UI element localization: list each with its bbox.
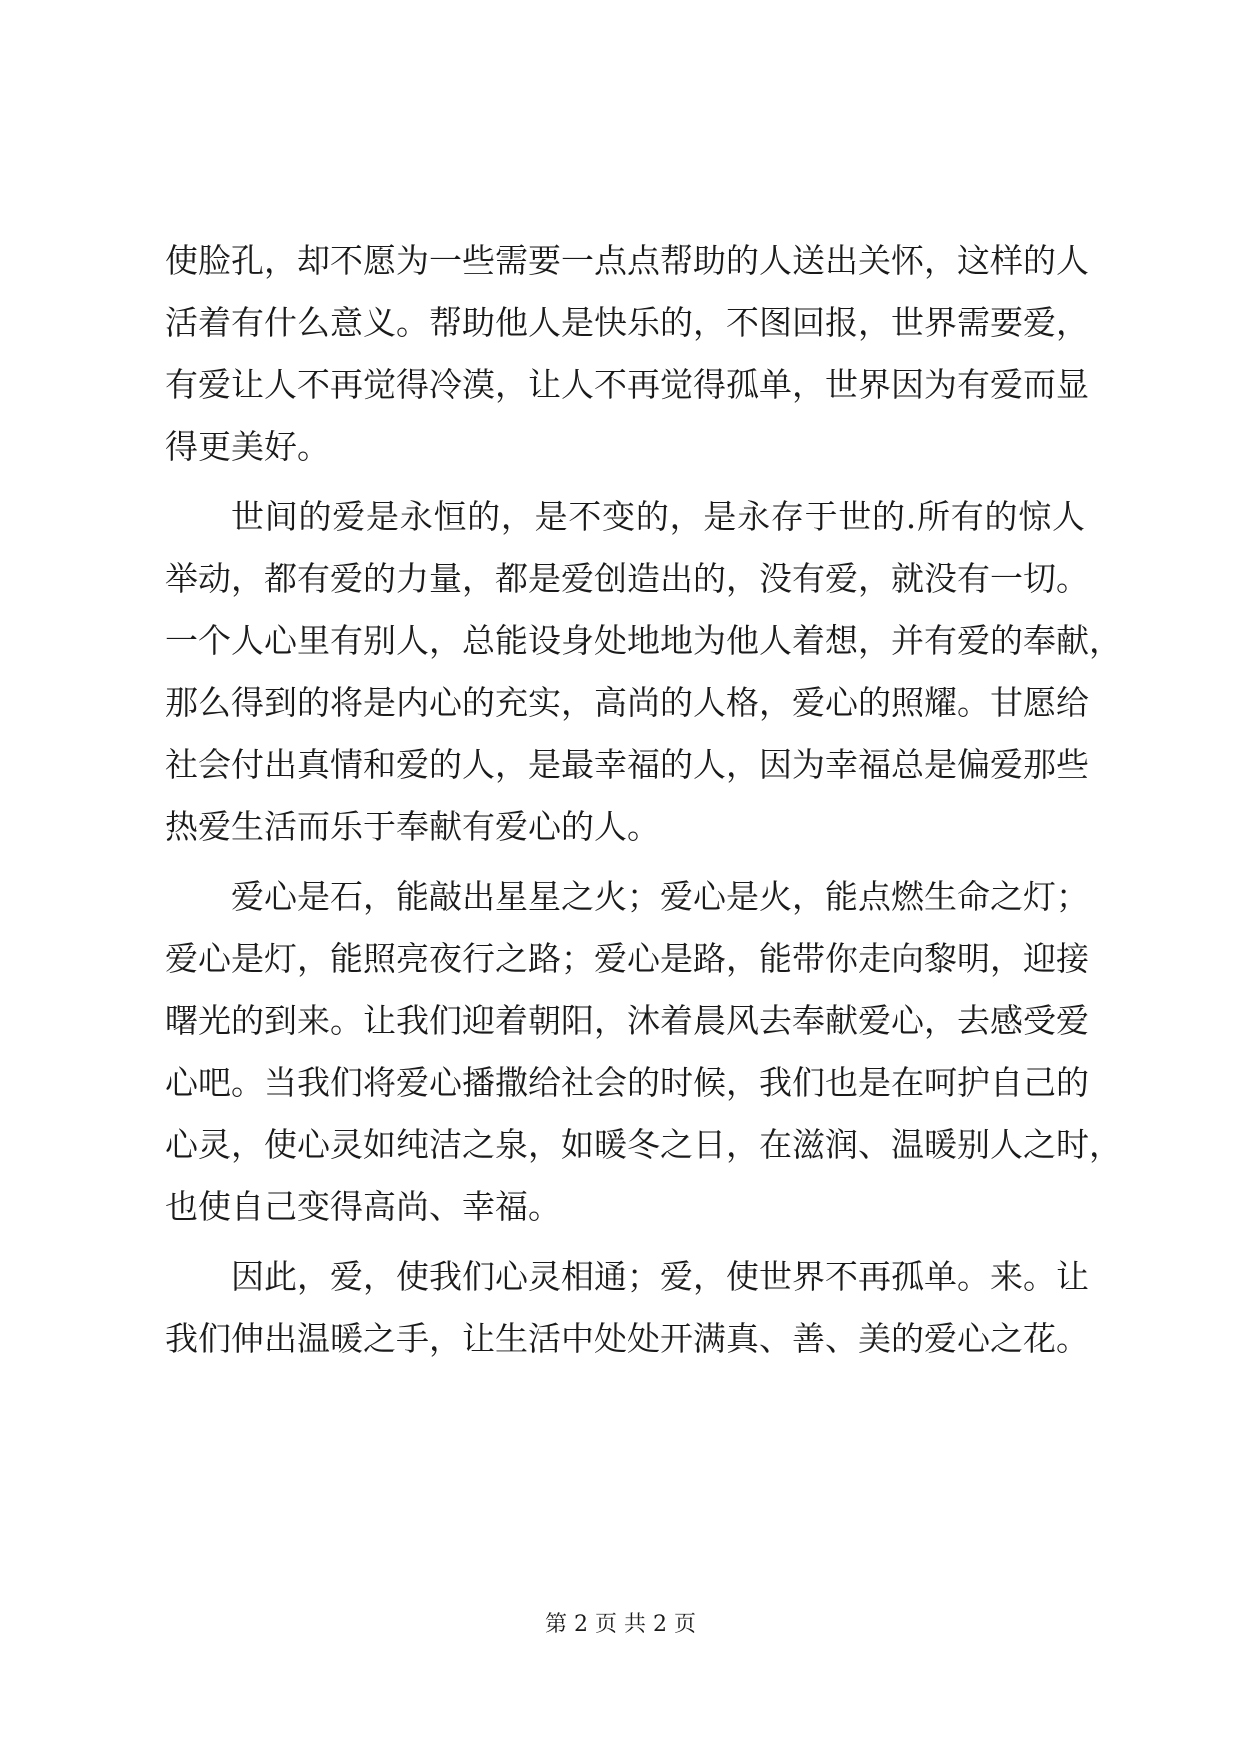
document-body [165,230,1122,1370]
text-line: 热爱生活而乐于奉献有爱心的人。 [165,807,660,846]
paragraph-3 [165,866,1122,1238]
paragraph-4 [165,1246,1089,1370]
text-line: 心吧。当我们将爱心播撒给社会的时候，我们也是在呵护自己的 [165,1063,1089,1102]
page-number-footer: 第 2 页 共 2 页 [545,1612,696,1637]
text-line: 曙光的到来。让我们迎着朝阳，沐着晨风去奉献爱心，去感受爱 [165,1001,1089,1040]
text-line: 心灵，使心灵如纯洁之泉，如暖冬之日，在滋润、温暖别人之时， [165,1125,1122,1164]
text-line: 我们伸出温暖之手，让生活中处处开满真、善、美的爱心之花。 [165,1319,1089,1358]
text-line: 有爱让人不再觉得冷漠，让人不再觉得孤单，世界因为有爱而显 [165,365,1089,404]
paragraph-1 [165,230,1089,478]
text-line: 爱心是石，能敲出星星之火；爱心是火，能点燃生命之灯； [231,877,1089,916]
text-line: 社会付出真情和爱的人，是最幸福的人，因为幸福总是偏爱那些 [165,745,1089,784]
text-line: 一个人心里有别人，总能设身处地地为他人着想，并有爱的奉献， [165,621,1122,660]
text-line: 活着有什么意义。帮助他人是快乐的，不图回报，世界需要爱， [165,303,1089,342]
text-line: 世间的爱是永恒的，是不变的，是永存于世的.所有的惊人 [231,497,1085,536]
paragraph-2 [165,486,1122,858]
text-line: 爱心是灯，能照亮夜行之路；爱心是路，能带你走向黎明，迎接 [165,939,1089,978]
text-line: 因此，爱，使我们心灵相通；爱，使世界不再孤单。来。让 [231,1257,1089,1296]
text-line: 使脸孔，却不愿为一些需要一点点帮助的人送出关怀，这样的人 [165,241,1089,280]
text-line: 得更美好。 [165,427,330,466]
text-line: 也使自己变得高尚、幸福。 [165,1187,561,1226]
text-line: 那么得到的将是内心的充实，高尚的人格，爱心的照耀。甘愿给 [165,683,1089,722]
text-line: 举动，都有爱的力量，都是爱创造出的，没有爱，就没有一切。 [165,559,1089,598]
